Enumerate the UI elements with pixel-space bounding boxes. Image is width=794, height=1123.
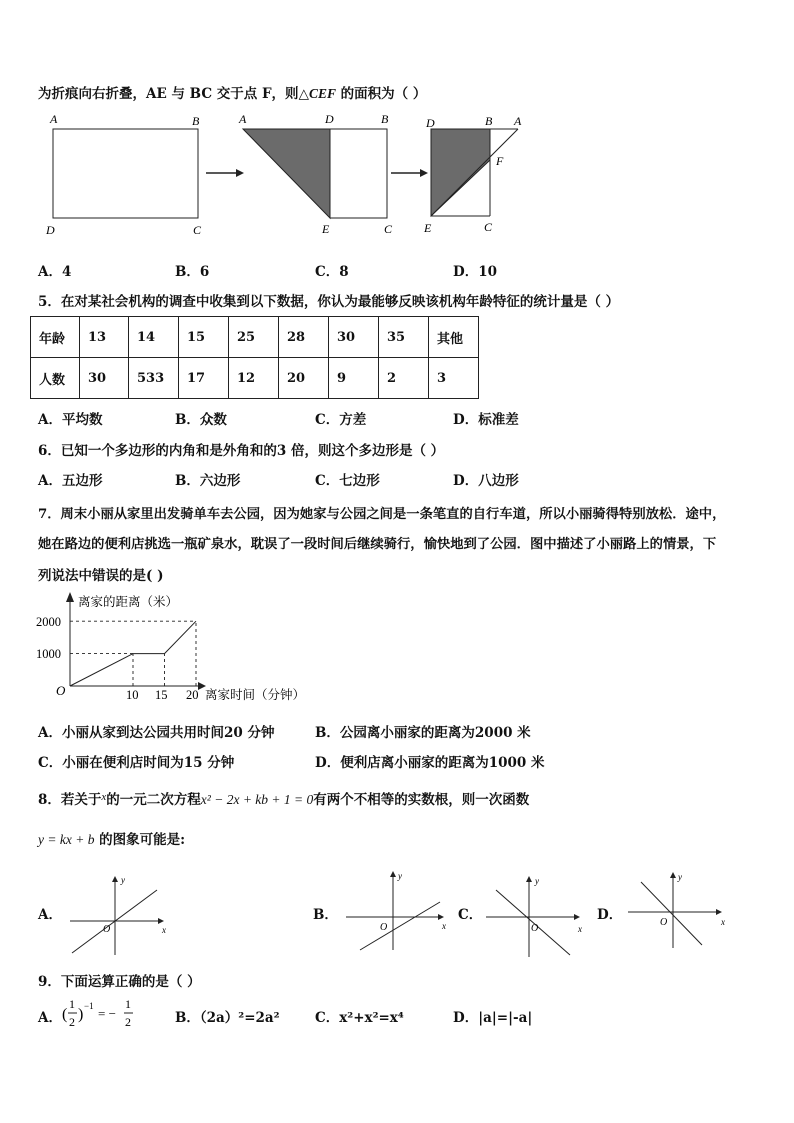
fig3-label-e: E: [424, 221, 432, 235]
fig3-label-b: B: [485, 114, 493, 128]
q8-graph-d: [628, 872, 725, 948]
q7-option-b: B．公园离小丽家的距离为2000 米: [315, 725, 531, 741]
q8-option-a-label: A．: [38, 907, 62, 923]
graph-xtick-15: 15: [155, 688, 168, 702]
q7-stem-line-2: 她在路边的便利店挑选一瓶矿泉水，耽误了一段时间后继续骑行，愉快地到了公园．图中描述了小丽路上的情景，下: [38, 537, 717, 552]
svg-text:y: y: [121, 875, 125, 885]
fig2-label-b: B: [381, 112, 389, 126]
q4-option-c: C．8: [315, 264, 349, 280]
svg-text:x: x: [162, 925, 166, 935]
q7-option-d: D．便利店离小丽家的距离为1000 米: [315, 755, 545, 771]
fig1-label-a: A: [50, 112, 58, 126]
table-cell: 13: [80, 317, 129, 358]
q8-graph-b: [346, 871, 446, 950]
svg-text:2: 2: [125, 1015, 131, 1029]
svg-text:y: y: [398, 871, 402, 881]
fig3-label-c: C: [484, 220, 493, 234]
table-cell: 17: [179, 358, 229, 399]
table-cell: 2: [379, 358, 429, 399]
q8-option-d-label: D．: [597, 907, 623, 923]
graph-y-label: 离家的距离（米）: [78, 595, 179, 609]
svg-text:): ): [78, 1006, 84, 1023]
table-cell: 25: [229, 317, 279, 358]
q8-graph-c: [486, 876, 582, 957]
svg-text:x: x: [578, 924, 582, 934]
fig1-label-b: B: [192, 114, 200, 128]
graph-xtick-20: 20: [186, 688, 199, 702]
q5-option-d: D．标准差: [453, 412, 519, 428]
table-cell: 14: [129, 317, 179, 358]
svg-text:x: x: [721, 917, 725, 927]
svg-text:y: y: [678, 872, 682, 882]
q8-graph-a: [70, 875, 166, 955]
fig2-label-d: D: [325, 112, 334, 126]
q7-option-a: A．小丽从家到达公园共用时间20 分钟: [38, 725, 275, 741]
q6-stem: 6．已知一个多边形的内角和是外角和的3 倍，则这个多边形是（ ）: [38, 443, 445, 459]
svg-text:O: O: [660, 917, 668, 928]
q5-option-c: C．方差: [315, 412, 367, 428]
svg-text:O: O: [380, 922, 388, 933]
graph-ytick-2000: 2000: [36, 615, 61, 629]
svg-text:1: 1: [125, 997, 131, 1011]
q6-option-a: A．五边形: [38, 473, 103, 489]
table-cell: 30: [329, 317, 379, 358]
table-cell: 其他: [429, 317, 479, 358]
table-cell: 9: [329, 358, 379, 399]
fig2-label-e: E: [322, 222, 330, 236]
table-cell: 35: [379, 317, 429, 358]
svg-text:x: x: [442, 921, 446, 931]
q8-option-c-label: C．: [458, 907, 483, 923]
svg-text:(: (: [62, 1006, 68, 1023]
table-cell: 20: [279, 358, 329, 399]
table-cell: 3: [429, 358, 479, 399]
svg-text:2: 2: [69, 1015, 75, 1029]
table-cell: 15: [179, 317, 229, 358]
table-cell: 533: [129, 358, 179, 399]
table-cell: 人数: [31, 358, 80, 399]
q7-stem-line-3: 列说法中错误的是( ): [38, 568, 164, 584]
table-cell: 28: [279, 317, 329, 358]
q9-option-c: C．x²+x²=x⁴: [315, 1010, 404, 1026]
svg-text:O: O: [103, 924, 111, 935]
table-cell: 30: [80, 358, 129, 399]
q4-option-d: D．10: [453, 264, 497, 280]
q6-option-d: D．八边形: [453, 473, 519, 489]
fig2-label-a: A: [239, 112, 247, 126]
fig3-label-d: D: [426, 116, 435, 130]
q4-stem: 为折痕向右折叠，AE 与 BC 交于点 F，则△CEF 的面积为（ ）: [38, 86, 427, 102]
svg-text:y: y: [535, 876, 539, 886]
q5-option-a: A．平均数: [38, 412, 103, 428]
fig2-label-c: C: [384, 222, 393, 236]
q5-option-b: B．众数: [175, 412, 227, 428]
graph-xtick-10: 10: [126, 688, 139, 702]
svg-text:= −: = −: [98, 1006, 116, 1021]
svg-text:1: 1: [69, 997, 75, 1011]
q8-stem-line-2: y = kx + b 的图象可能是:: [38, 832, 186, 848]
graph-origin-label: O: [56, 683, 66, 698]
graph-x-label: 离家时间（分钟）: [205, 688, 306, 702]
q9-option-d: D．|a|=|-a|: [453, 1010, 533, 1026]
fig3-label-f: F: [496, 154, 504, 168]
q9-option-a-label: A．: [38, 1010, 62, 1026]
q7-option-c: C．小丽在便利店时间为15 分钟: [38, 755, 235, 771]
q7-stem-line-1: 7．周末小丽从家里出发骑单车去公园，因为她家与公园之间是一条笔直的自行车道，所以小丽骑得特别放松．途中，: [38, 507, 726, 522]
fig1-label-c: C: [193, 223, 202, 237]
q8-option-b-label: B．: [313, 907, 338, 923]
q9-option-a-formula: [60, 992, 150, 1036]
fig3-label-a: A: [514, 114, 522, 128]
q9-stem: 9．下面运算正确的是（ ）: [38, 974, 201, 990]
q4-option-a: A．4: [38, 264, 72, 280]
q4-option-b: B．6: [175, 264, 210, 280]
fig1-label-d: D: [46, 223, 55, 237]
graph-b-line: [360, 902, 440, 950]
q9-option-b: B．（2a）²=2a²: [175, 1010, 280, 1026]
svg-text:−1: −1: [84, 1001, 94, 1011]
graph-d-line: [641, 882, 702, 945]
table-cell: 12: [229, 358, 279, 399]
svg-text:O: O: [531, 923, 539, 934]
q8-stem: 8．若关于$^x$的一元二次方程x² − 2x + kb + 1 = 0有两个不相等的实数根，则一次函数: [38, 791, 530, 808]
q6-option-c: C．七边形: [315, 473, 380, 489]
graph-ytick-1000: 1000: [36, 647, 61, 661]
q5-stem: 5．在对某社会机构的调查中收集到以下数据，你认为最能够反映该机构年龄特征的统计量是（ ）: [38, 294, 620, 310]
q6-option-b: B．六边形: [175, 473, 241, 489]
table-cell: 年龄: [31, 317, 80, 358]
